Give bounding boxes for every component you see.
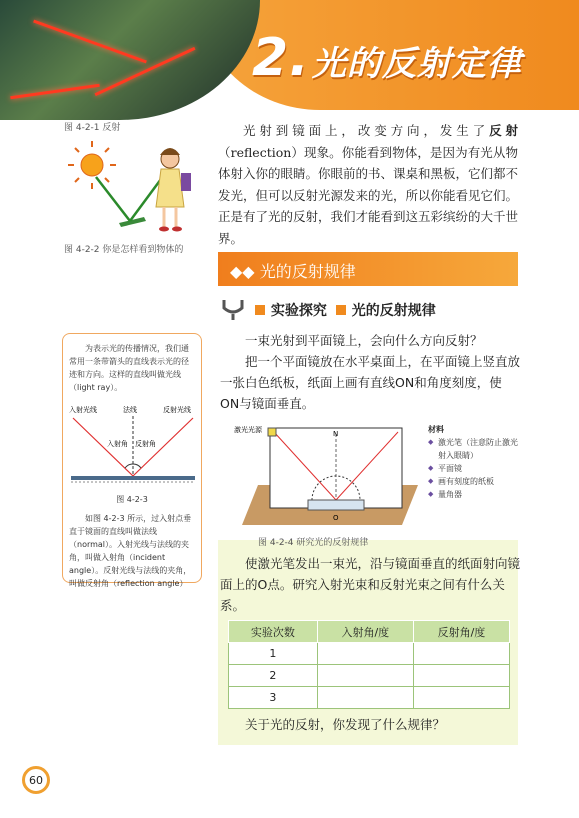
- incident-ray-label: 入射光线: [69, 406, 97, 414]
- figure-caption-2: 图 4-2-2 你是怎样看到物体的: [64, 245, 184, 255]
- intro-paragraph: [218, 120, 518, 249]
- material-item: ◆ 量角器: [428, 488, 518, 501]
- normal-label: 法线: [123, 406, 137, 414]
- angle-i-label: 入射角: [107, 440, 128, 448]
- chapter-title: [252, 28, 522, 88]
- figure-caption-1: 图 4-2-1 反射: [64, 123, 121, 133]
- table-row: [229, 665, 510, 687]
- section-heading: [218, 252, 518, 286]
- sun-icon: [68, 141, 116, 189]
- tuning-fork-icon: [220, 298, 246, 320]
- orange-square-icon: [336, 305, 346, 315]
- diamond-bullet-icon: ◆◆: [230, 262, 260, 281]
- section-heading-text: 光的反射规律: [259, 262, 356, 281]
- material-item: ◆ 激光笔（注意防止激光射入眼睛）: [428, 436, 518, 462]
- procedure-paragraph-1: 把一个平面镜放在水平桌面上，在平面镜上竖直放一张白色纸板，纸面上画有直线ON和角度刻度，使ON与镜面垂直。: [220, 354, 521, 411]
- experiment-data-table: [228, 620, 510, 709]
- table-header: 反射角/度: [413, 621, 509, 643]
- closing-question: 关于光的反射，你发现了什么规律？: [245, 717, 446, 732]
- angle-r-label: 反射角: [135, 440, 156, 448]
- point-O-label: O: [333, 514, 339, 522]
- table-cell: [413, 643, 509, 665]
- experiment-title: [220, 298, 436, 320]
- side-note-box: [62, 333, 202, 588]
- table-cell: [317, 687, 413, 709]
- figure-4-2-2-illustration: [64, 135, 204, 240]
- figure-4-2-3-diagram: [69, 402, 197, 487]
- girl-icon: [156, 148, 191, 232]
- side-note-text-2: 如图 4-2-3 所示，过入射点垂直于镜面的直线叫做法线（normal）。入射光线与法线的夹角，叫做入射角（incident angle）。反射光线与法线的夹角，叫做反射角（reflection angle）: [69, 514, 192, 588]
- table-header: 实验次数: [229, 621, 318, 643]
- normal-N-label: N: [333, 430, 339, 438]
- question-1: 一束光射到平面镜上，会向什么方向反射？: [245, 333, 483, 348]
- header-photo: [0, 0, 260, 120]
- intro-text-a: 光射到镜面上，改变方向，发生了: [243, 123, 490, 138]
- table-cell: 2: [229, 665, 318, 687]
- figure-caption-4: 图 4-2-4 研究光的反射规律: [258, 538, 369, 548]
- chapter-title-text: 光的反射定律: [311, 44, 522, 84]
- figure-4-2-4-illustration: [222, 420, 422, 540]
- table-cell: [317, 643, 413, 665]
- figure-caption-3: 图 4-2-3: [116, 495, 148, 504]
- table-cell: [413, 665, 509, 687]
- material-item: ◆ 平面镜: [428, 462, 518, 475]
- experiment-tag: 实验探究: [270, 303, 327, 319]
- materials-list: [428, 423, 518, 501]
- table-cell: [413, 687, 509, 709]
- table-cell: 3: [229, 687, 318, 709]
- table-row: [229, 687, 510, 709]
- table-cell: 1: [229, 643, 318, 665]
- laser-pointer-icon: [268, 428, 276, 436]
- page-number: 60: [22, 766, 50, 794]
- table-header-row: [229, 621, 510, 643]
- table-cell: [317, 665, 413, 687]
- orange-square-icon: [255, 305, 265, 315]
- reflected-ray-label: 反射光线: [163, 406, 191, 414]
- side-note-text-1: 为表示光的传播情况，我们通常用一条带箭头的直线表示光的径迹和方向。这样的直线叫做光线（light ray）。: [69, 344, 189, 392]
- procedure-paragraph-2: 使激光笔发出一束光，沿与镜面垂直的纸面射向镜面上的O点。研究入射光束和反射光束之间有什么关系。: [220, 556, 521, 613]
- intro-text-b: （reflection）现象。你能看到物体，是因为有光从物体射入你的眼睛。你眼前的书、课桌和黑板，它们都不发光，但可以反射光源发来的光，所以你能看见它们。正是有了光的反射，我们才能看到这五彩缤纷的大千世界。: [218, 144, 519, 246]
- table-row: [229, 643, 510, 665]
- material-item: ◆ 画有刻度的纸板: [428, 475, 518, 488]
- experiment-title-text: 光的反射规律: [351, 303, 436, 319]
- term-reflection: 反射: [489, 123, 518, 138]
- chapter-number: 2.: [252, 28, 310, 88]
- materials-title: 材料: [428, 425, 444, 434]
- table-header: 入射角/度: [317, 621, 413, 643]
- laser-source-label: 激光光源: [234, 426, 262, 434]
